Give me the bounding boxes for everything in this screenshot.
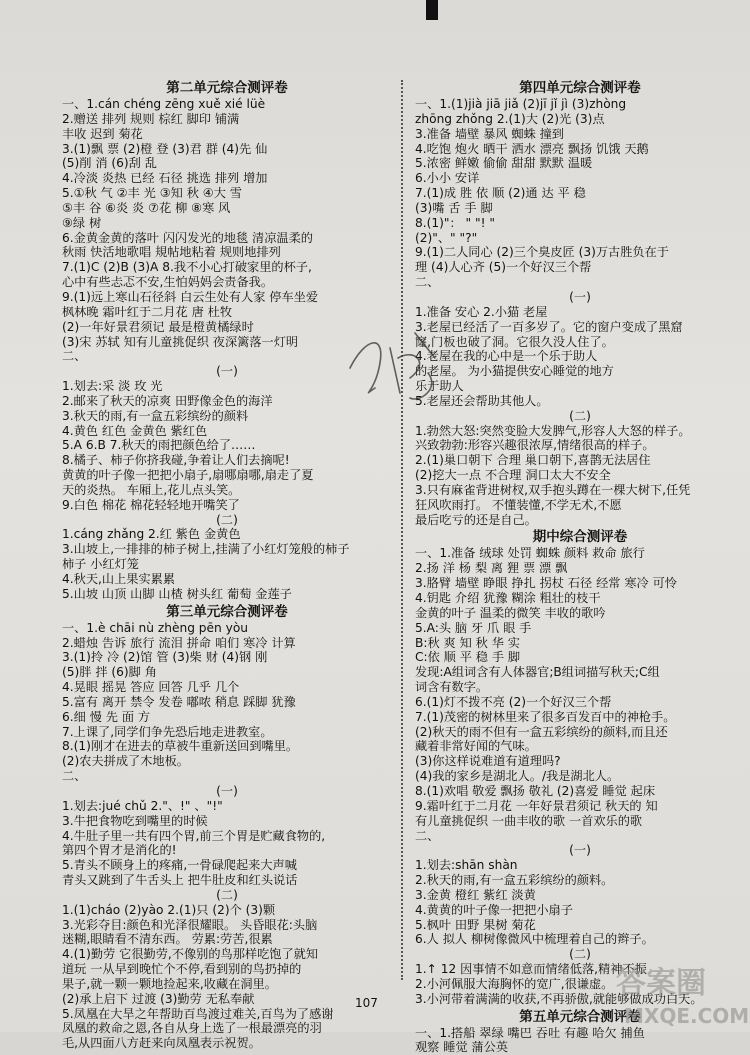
answer-line: 3.秋天的雨,有一盒五彩缤纷的颜料	[62, 408, 249, 423]
answer-line: 丰收 迟到 菊花	[62, 126, 143, 141]
answer-line: 4.老屋在我的心中是一个乐于助人	[415, 349, 598, 364]
answer-line: 3.老屋已经活了一百多岁了。它的窗户变成了黑窟	[415, 319, 683, 334]
answer-line: 一、1.cán chéng zēng xuě xié lüè	[62, 97, 266, 111]
answer-line: 3.(1)拎 冷 (2)馆 管 (3)柴 财 (4)钢 刚	[62, 650, 268, 665]
answer-line: 狂风吹雨打。 不懂装懂,不学无术,不愿	[415, 497, 622, 512]
answer-line: (3)宋 苏轼 知有儿童挑促织 夜深篱落一灯明	[62, 334, 299, 349]
answer-line: 4.秋天,山上果实累累	[62, 572, 176, 586]
answer-line: 窿,门板也破了洞。它很久没人住了。	[415, 334, 614, 349]
answer-line: (4)我的家乡是湖北人。/我是湖北人。	[415, 769, 620, 784]
answer-line: 1.划去:shān shàn	[415, 858, 518, 873]
unit3-part1	[62, 621, 392, 769]
answer-line: 2.扬 洋 杨 梨 离 狸 票 漂 飘	[415, 561, 568, 576]
site-watermark-logo	[610, 955, 750, 1032]
answer-line: 第四个胃才是消化的!	[62, 843, 177, 858]
unit4-passage1	[415, 305, 745, 409]
binding-mark	[426, 0, 438, 20]
answer-line: 秋雨 快活地歌唱 規帖地粘着 规则地排列	[62, 245, 281, 260]
answer-line: 4.黄色 红色 金黄色 紫红色	[62, 423, 208, 438]
answer-line: 毛,从四面八方赶来向凤凰表示祝贺。	[62, 1036, 261, 1051]
answer-line: (2)秋天的雨不但有一盒五彩缤纷的颜料,而且还	[415, 724, 668, 739]
answer-line: 7.(1)茂密的树林里来了很多百发百中的神枪手。	[415, 709, 676, 724]
answer-line: 5.富有 离开 禁令 发卷 嘟哝 稍息 踩脚 犹豫	[62, 694, 296, 709]
answer-line: 观察 睡觉 蒲公英	[415, 1040, 509, 1055]
answer-line: 有儿童挑促织 一曲丰收的歌 一首欢乐的歌	[415, 813, 643, 828]
unit3-passage1-head: (一)	[216, 783, 238, 798]
answer-line: 9.白色 棉花 棉花轻轻地开嘴笑了	[62, 497, 240, 512]
answer-line: (2)农夫拼成了木地板。	[62, 754, 189, 769]
answer-line: 3.金黄 橙红 紫红 淡黄	[415, 887, 536, 902]
midterm-part2-head: 二、	[415, 828, 440, 843]
answer-line: 1.↑ 12 因事情不如意而情绪低落,精神不振	[415, 962, 647, 977]
answer-line: 金黄的叶子 温柔的微笑 丰收的歌吟	[415, 605, 606, 620]
answer-line: 最后吃亏的还是自己。	[415, 512, 537, 527]
answer-line: 词含有数字。	[415, 680, 489, 695]
midterm-passage1	[415, 858, 745, 947]
answer-line: 7.上课了,同学们争先恐后地走进教室。	[62, 724, 273, 739]
answer-line: 1.划去:采 淡 玫 光	[62, 379, 163, 394]
answer-line: 的老屋。 为小猫提供安心睡觉的地方	[415, 364, 614, 379]
answer-line: 藏着非常好闻的气味。	[415, 739, 537, 754]
answer-line: 发现:A组词含有人体器官;B组词描写秋天;C组	[415, 665, 660, 680]
answer-line: 1.准备 安心 2.小猫 老屋	[415, 304, 548, 319]
answer-line: 6.(1)灯不拨不亮 (2)一个好汉三个帮	[415, 694, 612, 709]
answer-line: 3.胳臂 墙壁 睁眼 挣扎 拐杖 石径 经常 寒冷 可怜	[415, 576, 677, 591]
answer-line: 3.牛把食物吃到嘴里的时候	[62, 813, 208, 828]
answer-line: (2)"、" "?"	[415, 230, 478, 245]
unit2-part1	[62, 97, 392, 349]
answer-line: 一、1.è chāi nù zhèng pēn yòu	[62, 620, 249, 635]
answer-line: 2.(1)巢口朝下 合理 巢口朝下,喜鹊无法居住	[415, 453, 651, 468]
answer-line: 5.青头不顾身上的疼痛,一骨碌爬起来大声喊	[62, 858, 297, 873]
midterm-part1	[415, 546, 745, 828]
answer-line: 黄黄的叶子像一把把小扇子,扇哪扇哪,扇走了夏	[62, 468, 314, 483]
answer-line: 7.(1)成 胜 依 顺 (2)通 达 平 稳	[415, 186, 586, 201]
unit4-part2-head: 二、	[415, 275, 440, 290]
answer-line: ⑤丰 谷 ⑥炎 炎 ⑦花 柳 ⑧寒 风	[62, 200, 231, 215]
unit3-passage2	[62, 903, 392, 1051]
answer-line: 8.橘子、柿子你挤我碰,争着让人们去摘呢!	[62, 453, 290, 468]
answer-line: 9.霜叶红于二月花 一年好景君须记 秋天的 知	[415, 798, 658, 813]
answer-line: 8.(1)欢唱 敬爱 飘扬 敬礼 (2)喜爱 睡觉 起床	[415, 783, 656, 798]
left-column	[62, 78, 392, 1051]
answer-line: 2.赠送 排列 规则 棕红 脚印 铺满	[62, 111, 240, 126]
answer-line: 3.只有麻雀背进树杈,双手抱头蹲在一棵大树下,任凭	[415, 482, 691, 497]
answer-line: 心中有些忐忑不安,生怕妈妈会责备我。	[62, 275, 274, 290]
answer-line: 4.黄黄的叶子像一把把小扇子	[415, 902, 573, 917]
unit4-passage2-head: (二)	[569, 408, 591, 423]
answer-line: 5.山坡 山顶 山脚 山楂 树头红 葡萄 金莲子	[62, 586, 292, 601]
answer-line: 理 (4)人心齐 (5)一个好汉三个帮	[415, 260, 592, 275]
answer-line: 6.人 拟人 柳树像微风中梳理着自己的辫子。	[415, 932, 654, 947]
handwriting-scribble	[340, 318, 450, 408]
section-title-unit5: 第五单元综合测评卷	[519, 1008, 641, 1025]
answer-line: 5.浓密 鲜嫩 偷偷 甜甜 默默 温暖	[415, 156, 593, 171]
answer-line: 3.山坡上,一排排的柿子树上,挂满了小红灯笼般的柿子	[62, 542, 350, 557]
answer-line: 7.(1)C (2)B (3)A 8.我不小心打破家里的杯子,	[62, 260, 312, 275]
answer-line: 1.(1)cháo (2)yào 2.(1)只 (2)个 (3)颗	[62, 902, 276, 917]
answer-line: 枫林晚 霜叶红于二月花 唐 杜牧	[62, 304, 233, 319]
section-title-unit2: 第二单元综合测评卷	[166, 80, 288, 96]
answer-line: 3.准备 墙壁 暴风 蜘蛛 撞到	[415, 126, 564, 141]
answer-line: (2)一年好景君须记 最是橙黄橘绿时	[62, 319, 254, 334]
unit2-passage2	[62, 527, 392, 601]
watermark-text-cn: 答案圈	[616, 966, 706, 1001]
answer-line: 9.(1)远上寒山石径斜 白云生处有人家 停车坐爱	[62, 289, 319, 304]
answer-line: 4.(1)勤劳 它很勤劳,不像别的鸟那样吃饱了就知	[62, 947, 319, 962]
answer-line: 5.枫叶 田野 果树 菊花	[415, 917, 536, 932]
answer-line: 6.金黄金黄的落叶 闪闪发光的地毯 清凉温柔的	[62, 230, 313, 245]
answer-line: 2.小河佩服大海胸怀的宽广,很谦虚。	[415, 976, 614, 991]
answer-line: 3.小河带着满满的收获,不再骄傲,就能够做成功白天。	[415, 991, 703, 1006]
unit3-passage1	[62, 799, 392, 888]
answer-line: 5.①秋 气 ②丰 光 ③知 秋 ④大 雪	[62, 186, 242, 201]
answer-line: 1.勃然大怒:突然变脸大发脾气,形容人大怒的样子。	[415, 423, 691, 438]
answer-line: 5.凤凰在大旱之年帮助百鸟渡过难关,百鸟为了感谢	[62, 1006, 334, 1021]
unit2-passage2-head: (二)	[216, 512, 238, 527]
section-title-unit4: 第四单元综合测评卷	[519, 80, 641, 96]
answer-line: 9.(1)二人同心 (2)三个臭皮匠 (3)万古胜负在于	[415, 245, 669, 260]
unit2-passage1-head: (一)	[216, 364, 238, 379]
answer-line: 2.蜡烛 告诉 旅行 流泪 拼命 咱们 寒冷 计算	[62, 635, 296, 650]
unit2-part2-head: 二、	[62, 349, 87, 364]
answer-line: (5)胖 拌 (6)脚 角	[62, 665, 157, 680]
watermark-text-en: MXQE.COM	[624, 1004, 750, 1028]
answer-line: zhōng zhǒng 2.(1)大 (2)光 (3)点	[415, 111, 605, 126]
answer-line: 5.老屋还会帮助其他人。	[415, 393, 549, 408]
answer-line: 4.吃饱 炮火 晒干 洒水 漂亮 飘扬 饥饿 天鹅	[415, 141, 649, 156]
unit3-passage2-head: (二)	[216, 887, 238, 902]
answer-line: 4.钥匙 介绍 犹豫 糊涂 粗壮的枝干	[415, 591, 601, 605]
answer-line: 乐于助人	[415, 379, 464, 394]
answer-line: C:依 顺 平 稳 手 脚	[415, 650, 521, 665]
section-title-unit3: 第三单元综合测评卷	[166, 603, 288, 620]
answer-line: 6.细 慢 先 面 方	[62, 709, 151, 724]
answer-line: (2)承上启下 过渡 (3)勤劳 无私奉献	[62, 991, 255, 1006]
answer-line: 4.晃眼 摇晃 答应 回答 几乎 几个	[62, 680, 240, 695]
answer-line: 3.(1)飘 票 (2)橙 登 (3)君 群 (4)先 仙	[62, 141, 268, 156]
section-title-midterm: 期中综合测评卷	[532, 529, 628, 546]
unit4-passage2	[415, 424, 745, 528]
answer-line: 4.牛肚子里一共有四个胃,前三个胃是贮藏食物的,	[62, 828, 326, 843]
answer-line: 6.小小 安详	[415, 171, 480, 186]
answer-line: 迷糊,眼睛看不清东西。 劳累:劳苦,很累	[62, 932, 273, 947]
right-column	[415, 78, 745, 1055]
midterm-passage2-head: (二)	[569, 947, 591, 962]
answer-line: 3.光彩夺目:颜色和光泽很耀眼。 头昏眼花:头脑	[62, 917, 318, 932]
answer-line: (3)你这样说难道有道理吗?	[415, 754, 561, 769]
column-divider	[401, 80, 403, 980]
midterm-passage1-head: (一)	[569, 843, 591, 858]
answer-line: 柿子 小红灯笼	[62, 557, 139, 572]
unit4-part1	[415, 97, 745, 275]
answer-line: (5)削 消 (6)刮 乱	[62, 156, 157, 171]
answer-line: 1.cáng zhǎng 2.红 紫色 金黄色	[62, 527, 241, 542]
answer-line: B:秋 爽 知 秋 华 实	[415, 635, 520, 650]
answer-line: 5.A:头 脑 牙 爪 眼 手	[415, 620, 532, 635]
answer-line: 凤凰的救命之恩,各自从身上选了一根最漂亮的羽	[62, 1021, 322, 1036]
answer-line: 4.冷淡 炎热 已经 石径 挑选 排列 增加	[62, 171, 268, 186]
answer-line: 青头又跳到了牛舌头上 把牛肚皮和红头说话	[62, 873, 298, 888]
answer-line: 5.A 6.B 7.秋天的雨把颜色给了……	[62, 438, 256, 453]
unit3-part2-head: 二、	[62, 769, 87, 784]
unit4-passage1-head: (一)	[569, 289, 591, 304]
answer-line: 一、1.(1)jià jiā jiǎ (2)jī jǐ jì (3)zhòng	[415, 97, 627, 111]
answer-line: 道玩 一从早到晚忙个不停,看到别的鸟扔掉的	[62, 962, 302, 977]
answer-line: 一、1.搭船 翠绿 嘴巴 吞吐 有趣 哈欠 捕鱼	[415, 1025, 645, 1040]
answer-line: 8.(1)"： " "! "	[415, 215, 496, 230]
answer-line: 果子,就一颗一颗地捡起来,收藏在洞里。	[62, 976, 277, 991]
answer-line: (3)嘴 舌 手 脚	[415, 200, 493, 215]
answer-line: 2.邮来了秋天的凉爽 田野像金色的海洋	[62, 393, 273, 408]
answer-line: 兴致勃勃:形容兴趣很浓厚,情绪很高的样子。	[415, 438, 655, 453]
answer-line: ⑨绿 树	[62, 215, 102, 230]
answer-line: 2.秋天的雨,有一盒五彩缤纷的颜料。	[415, 873, 614, 888]
page-number: 107	[355, 996, 378, 1010]
answer-line: (2)挖大一点 不合理 洞口太大不安全	[415, 468, 611, 483]
answer-line: 1.划去:jué chǔ 2."、!" 、"!"	[62, 798, 223, 813]
answer-line: 一、1.准备 绒球 处罚 蜘蛛 颜料 救命 旅行	[415, 546, 645, 561]
answer-line: 天的炎热。 车厢上,花儿点头笑。	[62, 482, 241, 497]
answer-line: 8.(1)刚才在进去的草被牛重新送回到嘴里。	[62, 739, 299, 754]
